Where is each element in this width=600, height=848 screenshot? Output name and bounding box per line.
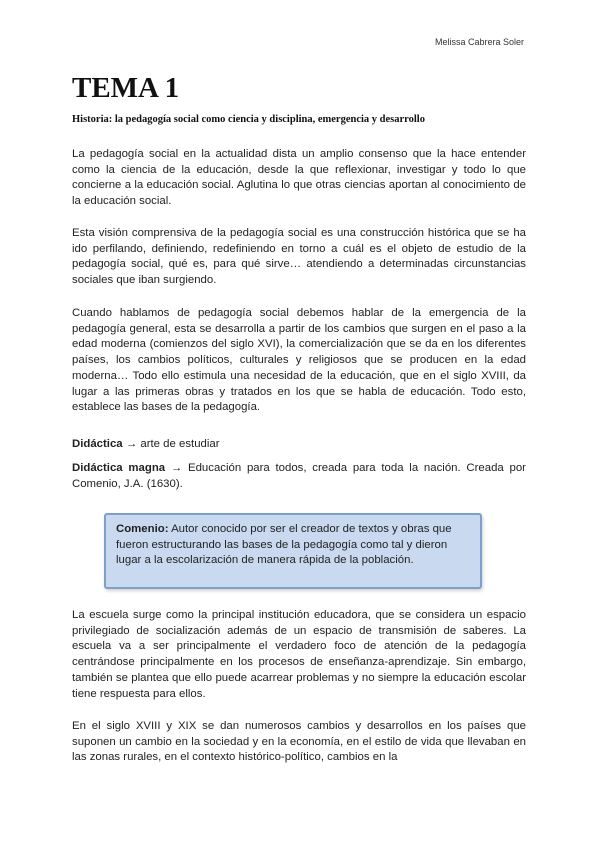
definition-text: Educación para todos, creada para toda la nación. Creada por Comenio, J.A. (1630). [72,462,526,490]
paragraph-vision: Esta visión comprensiva de la pedagogía social es una construcción histórica que se ha ido perfilando, definiendo, redefiniendo en torno a cuál es el objeto de estudio de la pedagogía social, qué es, para qué sirve… atendiendo a determinadas circunstancias sociales que iban surgiendo. [72,227,526,287]
definition-term: Didáctica [72,438,123,450]
author-name: Melissa Cabrera Soler [434,37,524,47]
definition-didactica [72,437,526,453]
paragraph-school: La escuela surge como la principal institución educadora, que se considera un espacio privilegiado de socialización además de un espacio de transmisión de saberes. La escuela va a ser principalmente el verdadero foco de atención de la pedagogía centrándose principalmente en los procesos de enseñanza-aprendizaje. Sin embargo, también se plantea que ello puede acarrear problemas y no siempre la educación escolar tiene respuesta para ellos. [72,609,526,700]
definition-term: Didáctica magna [72,462,166,474]
page-title: TEMA 1 [72,72,180,104]
arrow-icon: → [125,438,138,450]
definition-text: arte de estudiar [140,438,220,450]
arrow-icon: → [170,462,183,474]
callout-term: Comenio: [116,523,169,535]
callout-comenio [104,513,482,589]
paragraph-emergence: Cuando hablamos de pedagogía social debemos hablar de la emergencia de la pedagogía general, esta se desarrolla a partir de los cambios que surgen en el paso a la edad moderna (comienzos del siglo XVI), la comercialización que se da en los diferentes países, los cambios políticos, culturales y religiosos que se producen en la edad moderna… Todo ello estimula una necesidad de la educación, que en el siglo XVIII, da lugar a las primeras obras y tratados en los que se habla de educación. Todo esto, establece las bases de la pedagogía. [72,307,526,414]
callout-text: Autor conocido por ser el creador de textos y obras que fueron estructurando las bases de la pedagogía como tal y dieron lugar a la escolarización de manera rápida de la población. [116,523,452,567]
page-subtitle: Historia: la pedagogía social como ciencia y disciplina, emergencia y desarrollo [72,114,425,125]
paragraph-centuries: En el siglo XVIII y XIX se dan numerosos cambios y desarrollos en los países que suponen un cambio en la sociedad y en la economía, en el estilo de vida que llevaban en las zonas rurales, en el contexto histórico-político, cambios en la [72,720,526,764]
definition-didactica-magna [72,461,526,492]
paragraph-intro: La pedagogía social en la actualidad dista un amplio consenso que la hace entender como la ciencia de la educación, desde la que reflexionar, investigar y todo lo que concierne a la educación social. Aglutina lo que otras ciencias aportan al conocimiento de la educación social. [72,148,526,208]
